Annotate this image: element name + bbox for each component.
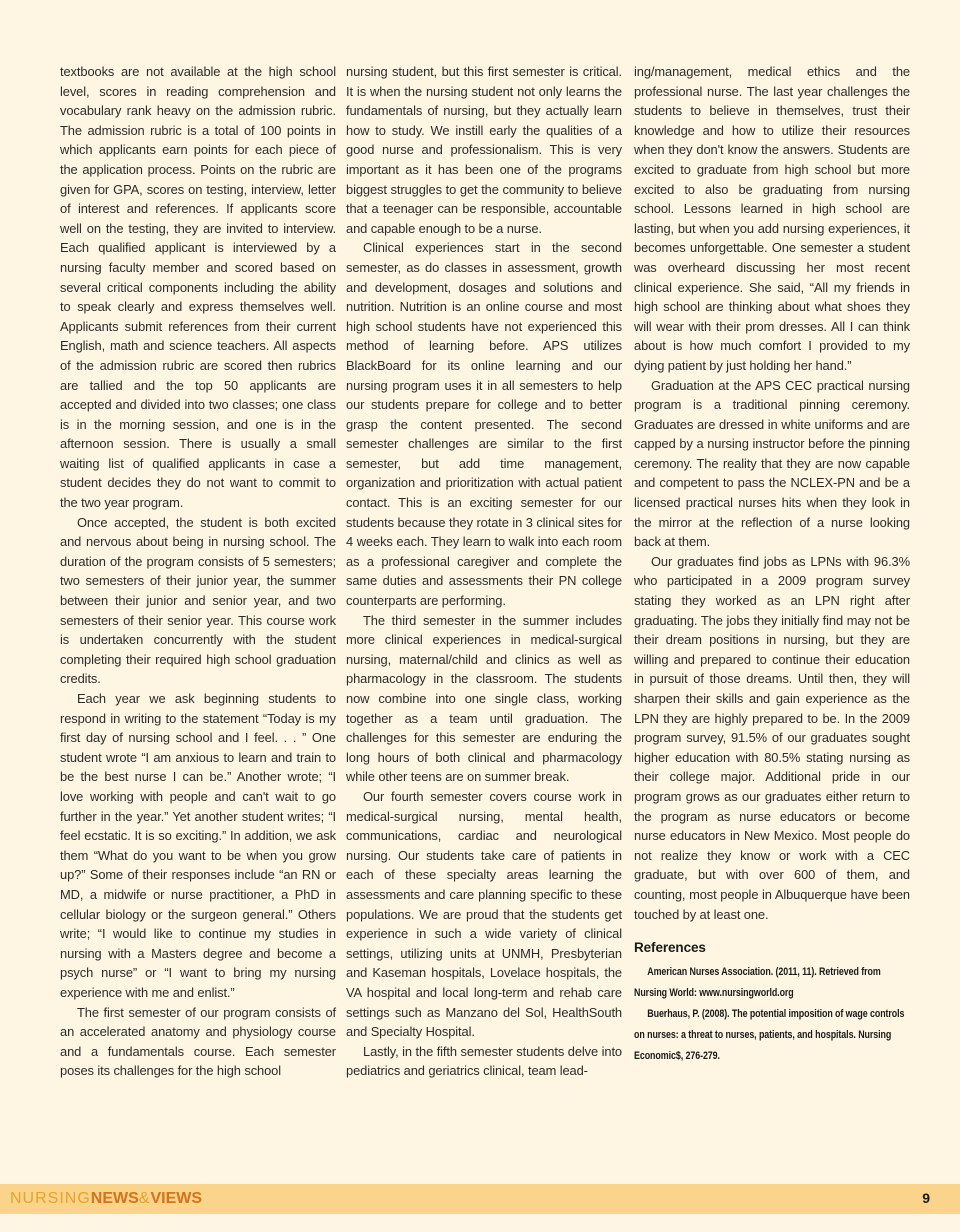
paragraph: Lastly, in the fifth semester students delve into pediatrics and geriatrics clinical, team lead-: [346, 1043, 622, 1079]
paragraph: The first semester of our program consists of an accelerated anatomy and physiology course and a fundamentals course. Each semester poses its challenges for the high school: [60, 1004, 336, 1079]
reference-item: Buerhaus, P. (2008). The potential imposition of wage controls on nurses: a threat to nurses, patients, and hospitals. Nursing Economic$, 276-279.: [634, 1007, 905, 1062]
publication-logo: [10, 1190, 202, 1208]
logo-part-news: NEWS: [90, 1190, 139, 1207]
column-1: [60, 62, 336, 1081]
logo-part-views: VIEWS: [150, 1190, 203, 1207]
paragraph: Each year we ask beginning students to respond in writing to the statement “Today is my first day of nursing school and I feel. . . ” One student wrote “I am anxious to learn and train to be the best nurse I can be.” Another wrote; “I love working with people and can't wait to go further in the year.” Yet another student writes; “I feel ecstatic. It is so exciting.” In addition, we ask them “What do you want to be when you grow up?” Some of their responses include “an RN or MD, a midwife or nurse practitioner, a PhD in cellular biology or the surgeon general.” Others write; “I would like to continue my studies in nursing with a Masters degree and become a psych nurse” or “I want to bring my nursing experience with me and enlist.”: [60, 691, 336, 1000]
page-number: 9: [922, 1190, 930, 1206]
paragraph: nursing student, but this first semester is critical. It is when the nursing student not only learns the fundamentals of nursing, but they actually learn how to study. We instill early the qualities of a good nurse and professionalism. This is very important as it has been one of the programs biggest struggles to get the community to believe that a teenager can be responsible, accountable and capable enough to be a nurse.: [346, 64, 622, 236]
column-3: [634, 62, 910, 1067]
paragraph: ing/management, medical ethics and the professional nurse. The last year challenges the students to believe in themselves, trust their knowledge and how to utilize their resources when they don't know the answers. Students are excited to graduate from high school but more excited to also be graduating from nursing school. Lessons learned in high school are lasting, but when you add nursing experiences, it becomes unforgettable. One semester a student was overheard discussing her most recent clinical experience. She said, “All my friends in high school are thinking about what shoes they will wear with their prom dresses. All I can think about is how much comfort I provided to my dying patient by just holding her hand.”: [634, 64, 910, 373]
paragraph: Our fourth semester covers course work in medical-surgical nursing, mental health, communications, cardiac and neurological nursing. Our students take care of patients in each of these specialty areas learning the assessments and care planning specific to these populations. We are proud that the students get experience in such a wide variety of clinical settings, utilizing units at UNMH, Presbyterian and Kaseman hospitals, Lovelace hospitals, the VA hospital and local long-term and rehab care settings such as Manzano del Sol, HealthSouth and Specialty Hospital.: [346, 788, 622, 1040]
column-2: [346, 62, 622, 1081]
references-heading: References: [634, 940, 706, 956]
article-columns: [0, 62, 960, 1162]
paragraph: Clinical experiences start in the second semester, as do classes in assessment, growth and development, dosages and solutions and nutrition. Nutrition is an online course and most high school students have not experienced this method of learning before. APS utilizes BlackBoard for its online learning and our nursing program uses it in all semesters to help our students prepare for college and to better grasp the content presented. The second semester challenges are similar to the first semester, but add time management, organization and prioritization with actual patient contact. This is an exciting semester for our students because they rotate in 3 clinical sites for 4 weeks each. They learn to walk into each room as a professional caregiver and complete the same duties and assessments their PN college counterparts are performing.: [346, 240, 622, 609]
paragraph: textbooks are not available at the high school level, scores in reading comprehension and vocabulary rank heavy on the admission rubric. The admission rubric is a total of 100 points in which applicants earn points for each piece of the application process. Points on the rubric are given for GPA, scores on testing, interview, letter of interest and references. If applicants score well on the testing, they are invited to interview. Each qualified applicant is interviewed by a nursing faculty member and scored based on several critical components including the ability to speak clearly and express themselves well. Applicants submit references from their current English, math and science teachers. All aspects of the admission rubric are scored then rubrics are tallied and the top 50 applicants are accepted and divided into two classes; one class is in the morning session, and one is in the afternoon session. There is usually a small waiting list of qualified applicants in case a student decides they do not want to commit to the two year program.: [60, 64, 336, 511]
logo-part-ampersand: &: [138, 1190, 151, 1207]
footer-bar: [0, 1184, 960, 1214]
paragraph: Once accepted, the student is both excited and nervous about being in nursing school. The duration of the program consists of 5 semesters; two semesters of their junior year, the summer between their junior and senior year, and two semesters of their senior year. This course work is undertaken concurrently with the student completing their required high school graduation credits.: [60, 514, 336, 687]
paragraph: Graduation at the APS CEC practical nursing program is a traditional pinning ceremony. Graduates are dressed in white uniforms and are capped by a nursing instructor before the pinning ceremony. The reality that they are now capable and competent to pass the NCLEX-PN and be a licensed practical nurses hits when they look in the mirror at the reflection of a nurse looking back at them.: [634, 377, 910, 550]
reference-item: American Nurses Association. (2011, 11). Retrieved from Nursing World: www.nursingworld.org: [634, 965, 881, 999]
paragraph: The third semester in the summer includes more clinical experiences in medical-surgical nursing, maternal/child and clinics as well as pharmacology in the classroom. The students now combine into one single class, working together as a team until graduation. The challenges for this semester are enduring the long hours of both clinical and pharmacology while other teens are on summer break.: [346, 612, 622, 785]
logo-part-nursing: NURSING: [10, 1190, 91, 1207]
paragraph: Our graduates find jobs as LPNs with 96.3% who participated in a 2009 program survey stating they worked as an LPN right after graduating. The jobs they initially find may not be their dream positions in nursing, but they are willing and prepared to continue their education in pursuit of those dreams. Until then, they will sharpen their skills and gain experience as the LPN they are highly prepared to be. In the 2009 program survey, 91.5% of our graduates sought higher education with 80.5% stating nursing as their college major. Additional pride in our program grows as our graduates either return to the program as nurse educators or become nurse educators in New Mexico. Most people do not realize they know or work with a CEC graduate, but with over 600 of them, and counting, most people in Albuquerque have been touched by at least one.: [634, 553, 910, 922]
